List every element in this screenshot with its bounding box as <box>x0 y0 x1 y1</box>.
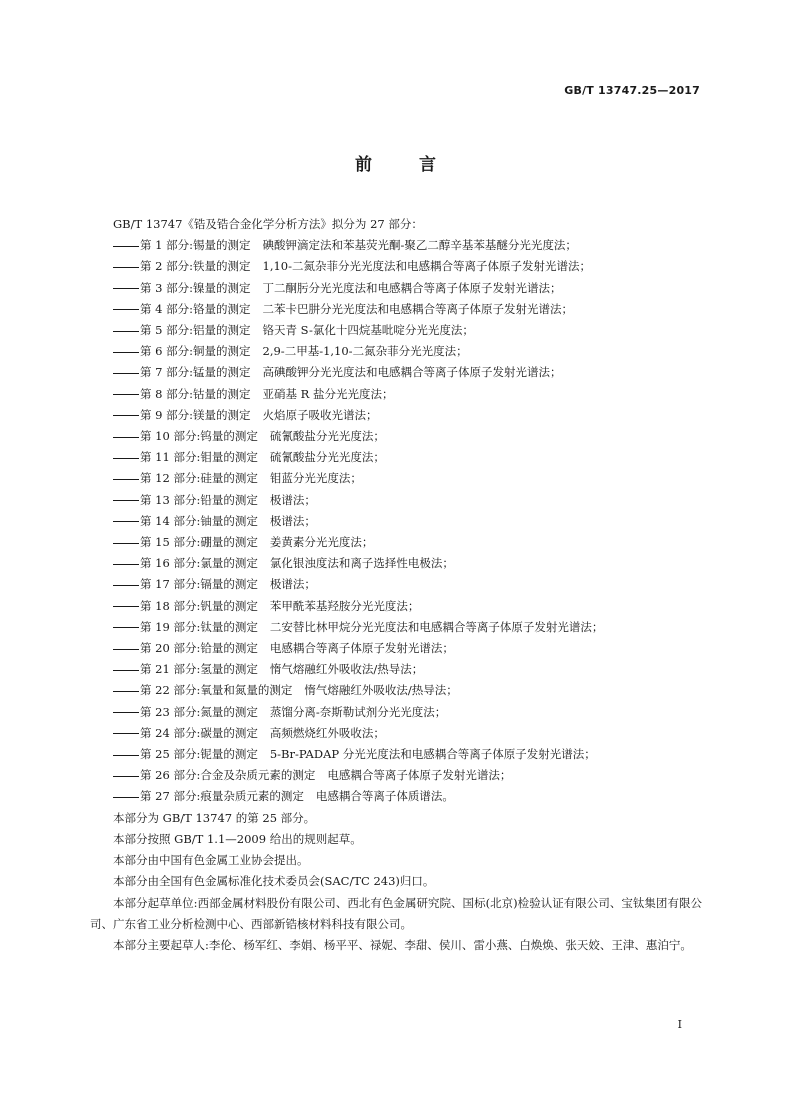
part-title: 第 23 部分:氮量的测定 <box>140 704 258 719</box>
part-item <box>90 511 702 532</box>
part-item <box>90 638 702 659</box>
body-paragraph: 本部分由全国有色金属标准化技术委员会(SAC/TC 243)归口。 <box>113 874 435 889</box>
part-title: 第 1 部分:锡量的测定 <box>140 238 251 253</box>
part-title: 第 18 部分:钒量的测定 <box>140 598 258 613</box>
page-title-char-2: 言 <box>419 155 437 175</box>
part-method: 碘酸钾滴定法和苯基荧光酮-聚乙二醇辛基苯基醚分光光度法； <box>262 238 577 253</box>
em-dash <box>113 543 139 544</box>
part-item <box>90 468 702 489</box>
part-item <box>90 702 702 723</box>
em-dash <box>113 394 139 395</box>
em-dash <box>113 415 139 416</box>
part-method: 5-Br-PADAP 分光光度法和电感耦合等离子体原子发射光谱法； <box>269 747 596 762</box>
em-dash <box>113 288 139 289</box>
foreword-body <box>90 214 702 956</box>
part-title: 第 26 部分:合金及杂质元素的测定 <box>140 768 316 783</box>
em-dash <box>113 606 139 607</box>
part-method: 铬天青 S-氯化十四烷基吡啶分光光度法； <box>262 323 474 338</box>
em-dash <box>113 797 139 798</box>
em-dash <box>113 437 139 438</box>
em-dash <box>113 627 139 628</box>
part-title: 第 4 部分:铬量的测定 <box>140 301 251 316</box>
body-paragraph: 本部分由中国有色金属工业协会提出。 <box>113 853 309 868</box>
part-title: 第 16 部分:氯量的测定 <box>140 556 258 571</box>
part-method: 二安替比林甲烷分光光度法和电感耦合等离子体原子发射光谱法； <box>269 619 604 634</box>
part-method: 1,10-二氮杂菲分光光度法和电感耦合等离子体原子发射光谱法； <box>262 259 592 274</box>
intro-line: GB/T 13747《锆及锆合金化学分析方法》拟分为 27 部分： <box>113 217 423 231</box>
part-item <box>90 405 702 426</box>
part-title: 第 13 部分:铅量的测定 <box>140 492 258 507</box>
part-item <box>90 553 702 574</box>
part-item <box>90 574 702 595</box>
part-item <box>90 320 702 341</box>
em-dash <box>113 585 139 586</box>
part-method: 亚硝基 R 盐分光光度法； <box>262 386 394 401</box>
part-title: 第 9 部分:镁量的测定 <box>140 407 251 422</box>
em-dash <box>113 479 139 480</box>
part-item <box>90 617 702 638</box>
part-method: 姜黄素分光光度法； <box>269 535 374 550</box>
part-method: 丁二酮肟分光光度法和电感耦合等离子体原子发射光谱法； <box>262 280 562 295</box>
part-item <box>90 341 702 362</box>
standard-number: GB/T 13747.25—2017 <box>564 84 700 97</box>
part-method: 苯甲酰苯基羟胺分光光度法； <box>269 598 420 613</box>
em-dash <box>113 267 139 268</box>
em-dash <box>113 309 139 310</box>
part-method: 极谱法； <box>269 513 316 528</box>
part-method: 硫氰酸盐分光光度法； <box>269 450 385 465</box>
em-dash <box>113 521 139 522</box>
em-dash <box>113 712 139 713</box>
part-method: 火焰原子吸收光谱法； <box>262 407 378 422</box>
parts-list <box>90 235 702 807</box>
body-paragraph: 本部分按照 GB/T 1.1—2009 给出的规则起草。 <box>113 831 362 846</box>
em-dash <box>113 331 139 332</box>
part-title: 第 27 部分:痕量杂质元素的测定 <box>140 789 304 804</box>
part-method: 硫氰酸盐分光光度法； <box>269 429 385 444</box>
em-dash <box>113 373 139 374</box>
em-dash <box>113 755 139 756</box>
part-method: 惰气熔融红外吸收法/热导法； <box>269 662 424 677</box>
part-item <box>90 256 702 277</box>
part-title: 第 15 部分:硼量的测定 <box>140 535 258 550</box>
em-dash <box>113 352 139 353</box>
em-dash <box>113 733 139 734</box>
em-dash <box>113 458 139 459</box>
body-paragraph: 本部分为 GB/T 13747 的第 25 部分。 <box>113 810 316 825</box>
part-item <box>90 235 702 256</box>
em-dash <box>113 500 139 501</box>
part-method: 电感耦合等离子体原子发射光谱法； <box>327 768 512 783</box>
part-title: 第 6 部分:铜量的测定 <box>140 344 251 359</box>
em-dash <box>113 564 139 565</box>
part-item <box>90 765 702 786</box>
em-dash <box>113 670 139 671</box>
page-number: I <box>677 1018 682 1031</box>
part-method: 蒸馏分离-奈斯勒试剂分光光度法； <box>269 704 447 719</box>
part-item <box>90 744 702 765</box>
part-title: 第 5 部分:铝量的测定 <box>140 323 251 338</box>
body-paragraph: 本部分起草单位:西部金属材料股份有限公司、西北有色金属研究院、国标(北京)检验认证有限公司、宝钛集团有限公司、广东省工业分析检测中心、西部新锆核材料科技有限公司。 <box>90 895 702 931</box>
part-method: 电感耦合等离子体原子发射光谱法； <box>269 641 454 656</box>
part-method: 高碘酸钾分光光度法和电感耦合等离子体原子发射光谱法； <box>262 365 562 380</box>
part-item <box>90 490 702 511</box>
part-item <box>90 596 702 617</box>
part-title: 第 2 部分:铁量的测定 <box>140 259 251 274</box>
part-item <box>90 278 702 299</box>
part-title: 第 12 部分:硅量的测定 <box>140 471 258 486</box>
part-title: 第 25 部分:铌量的测定 <box>140 747 258 762</box>
part-title: 第 7 部分:锰量的测定 <box>140 365 251 380</box>
part-item <box>90 532 702 553</box>
part-item <box>90 659 702 680</box>
part-title: 第 17 部分:镉量的测定 <box>140 577 258 592</box>
part-item <box>90 426 702 447</box>
paragraphs <box>90 808 702 956</box>
part-method: 钼蓝分光光度法； <box>269 471 362 486</box>
part-method: 电感耦合等离子体质谱法。 <box>315 789 454 804</box>
part-title: 第 24 部分:碳量的测定 <box>140 725 258 740</box>
page-title <box>0 150 792 175</box>
part-item <box>90 786 702 807</box>
em-dash <box>113 776 139 777</box>
part-item <box>90 723 702 744</box>
part-title: 第 3 部分:镍量的测定 <box>140 280 251 295</box>
part-item <box>90 384 702 405</box>
part-title: 第 11 部分:钼量的测定 <box>140 450 258 465</box>
part-item <box>90 680 702 701</box>
em-dash <box>113 691 139 692</box>
part-title: 第 19 部分:钛量的测定 <box>140 619 258 634</box>
part-item <box>90 447 702 468</box>
part-item <box>90 299 702 320</box>
part-method: 惰气熔融红外吸收法/热导法； <box>304 683 458 698</box>
part-title: 第 22 部分:氧量和氮量的测定 <box>140 683 293 698</box>
part-title: 第 20 部分:铪量的测定 <box>140 641 258 656</box>
part-method: 二苯卡巴肼分光光度法和电感耦合等离子体原子发射光谱法； <box>262 301 574 316</box>
part-title: 第 21 部分:氢量的测定 <box>140 662 258 677</box>
part-title: 第 10 部分:钨量的测定 <box>140 429 258 444</box>
part-method: 氯化银浊度法和离子选择性电极法； <box>269 556 454 571</box>
part-method: 极谱法； <box>269 577 316 592</box>
body-paragraph: 本部分主要起草人:李伦、杨军红、李娟、杨平平、禄妮、李甜、侯川、雷小燕、白焕焕、张天姣、王津、惠泊宁。 <box>113 937 692 952</box>
em-dash <box>113 246 139 247</box>
part-item <box>90 362 702 383</box>
part-title: 第 8 部分:钴量的测定 <box>140 386 251 401</box>
part-method: 高频燃烧红外吸收法； <box>269 725 385 740</box>
part-method: 2,9-二甲基-1,10-二氮杂菲分光光度法； <box>262 344 468 359</box>
page-title-char-1: 前 <box>355 155 373 175</box>
em-dash <box>113 649 139 650</box>
part-method: 极谱法； <box>269 492 316 507</box>
part-title: 第 14 部分:铀量的测定 <box>140 513 258 528</box>
